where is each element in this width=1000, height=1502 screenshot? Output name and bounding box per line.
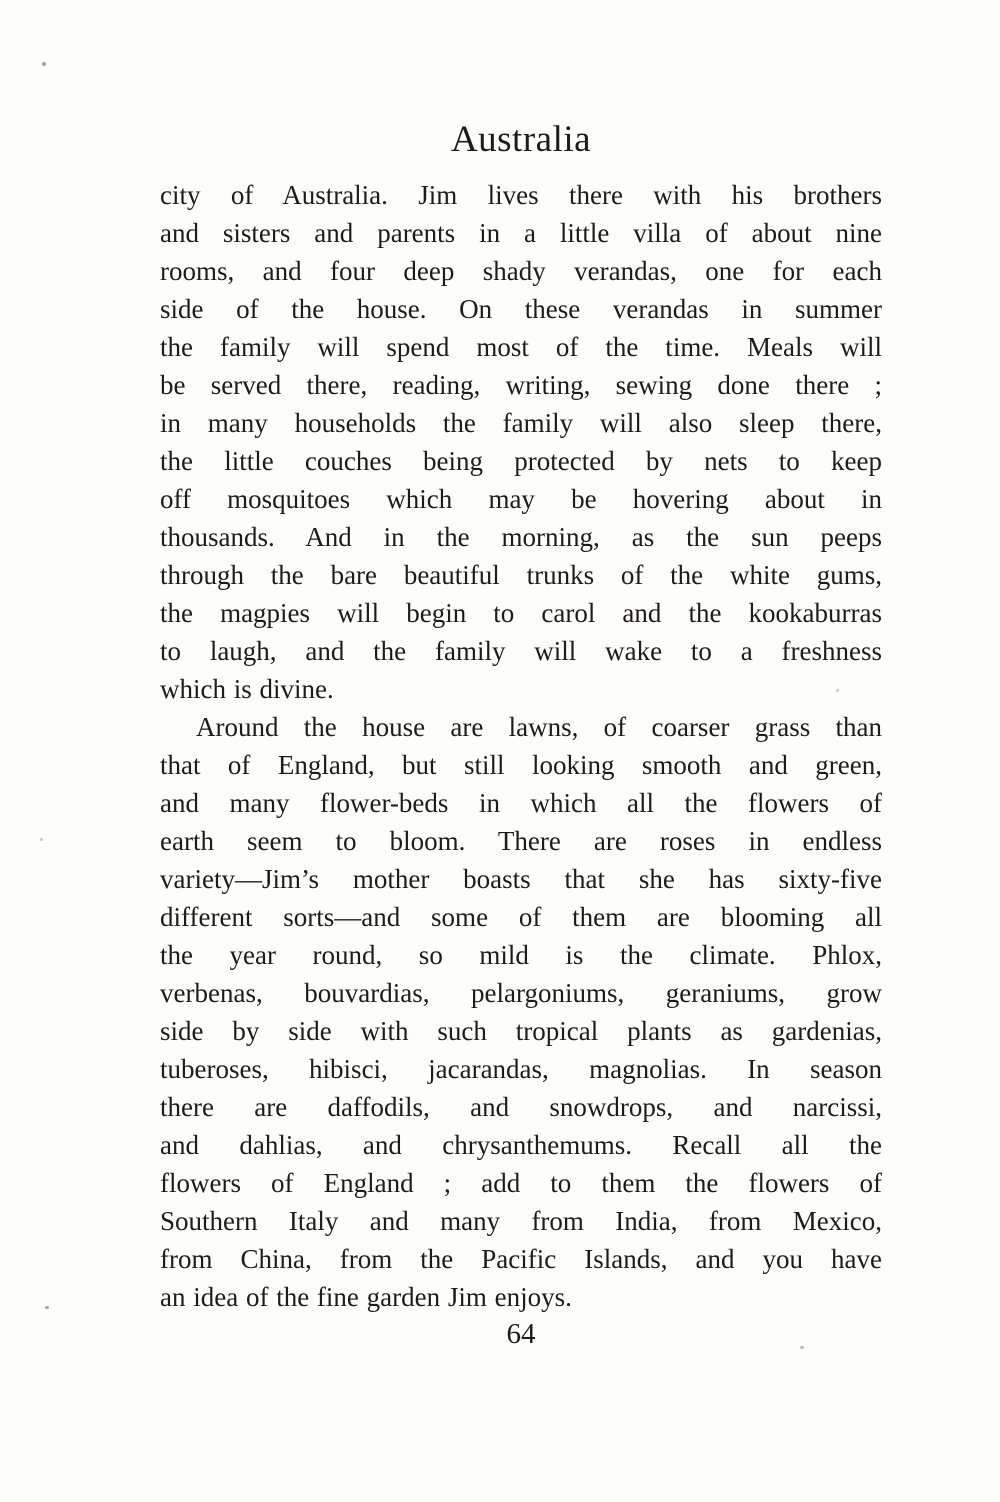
text-line: and sisters and parents in a little villa of about nine <box>160 218 882 248</box>
text-line: the little couches being protected by nets to keep <box>160 446 882 476</box>
text-line: tuberoses, hibisci, jacarandas, magnolias. In season <box>160 1054 882 1084</box>
text-line: side by side with such tropical plants as gardenias, <box>160 1016 882 1046</box>
text-line: the year round, so mild is the climate. Phlox, <box>160 940 882 970</box>
text-line: off mosquitoes which may be hovering about in <box>160 484 882 514</box>
text-line: in many households the family will also sleep there, <box>160 408 882 438</box>
paragraph <box>160 176 882 708</box>
text-line: side of the house. On these verandas in summer <box>160 294 882 324</box>
text-line: thousands. And in the morning, as the sun peeps <box>160 522 882 552</box>
scan-speck <box>40 838 43 841</box>
text-line: and dahlias, and chrysanthemums. Recall all the <box>160 1130 882 1160</box>
text-line: rooms, and four deep shady verandas, one for each <box>160 256 882 286</box>
text-line: and many flower-beds in which all the flowers of <box>160 788 882 818</box>
text-line: verbenas, bouvardias, pelargoniums, geraniums, grow <box>160 978 882 1008</box>
text-line: city of Australia. Jim lives there with his brothers <box>160 180 882 210</box>
text-line: variety—Jim’s mother boasts that she has sixty-five <box>160 864 882 894</box>
text-line: there are daffodils, and snowdrops, and narcissi, <box>160 1092 882 1122</box>
text-line: different sorts—and some of them are blooming all <box>160 902 882 932</box>
paragraph <box>160 708 882 1316</box>
text-line: an idea of the fine garden Jim enjoys. <box>160 1282 572 1312</box>
body-text <box>160 176 882 1316</box>
text-line: Around the house are lawns, of coarser grass than <box>196 712 882 742</box>
running-header: Australia <box>450 119 592 160</box>
text-line: which is divine. <box>160 674 334 704</box>
text-line: the family will spend most of the time. Meals will <box>160 332 882 362</box>
text-line: be served there, reading, writing, sewing done there ; <box>160 370 882 400</box>
text-line: earth seem to bloom. There are roses in endless <box>160 826 882 856</box>
text-line: through the bare beautiful trunks of the white gums, <box>160 560 882 590</box>
scan-speck <box>42 62 46 66</box>
text-line: Southern Italy and many from India, from Mexico, <box>160 1206 882 1236</box>
text-line: that of England, but still looking smooth and green, <box>160 750 882 780</box>
page-number: 64 <box>506 1318 536 1350</box>
text-line: to laugh, and the family will wake to a freshness <box>160 636 882 666</box>
scan-speck <box>45 1306 49 1309</box>
text-line: flowers of England ; add to them the flowers of <box>160 1168 882 1198</box>
text-line: from China, from the Pacific Islands, and you have <box>160 1244 882 1274</box>
text-line: the magpies will begin to carol and the kookaburras <box>160 598 882 628</box>
